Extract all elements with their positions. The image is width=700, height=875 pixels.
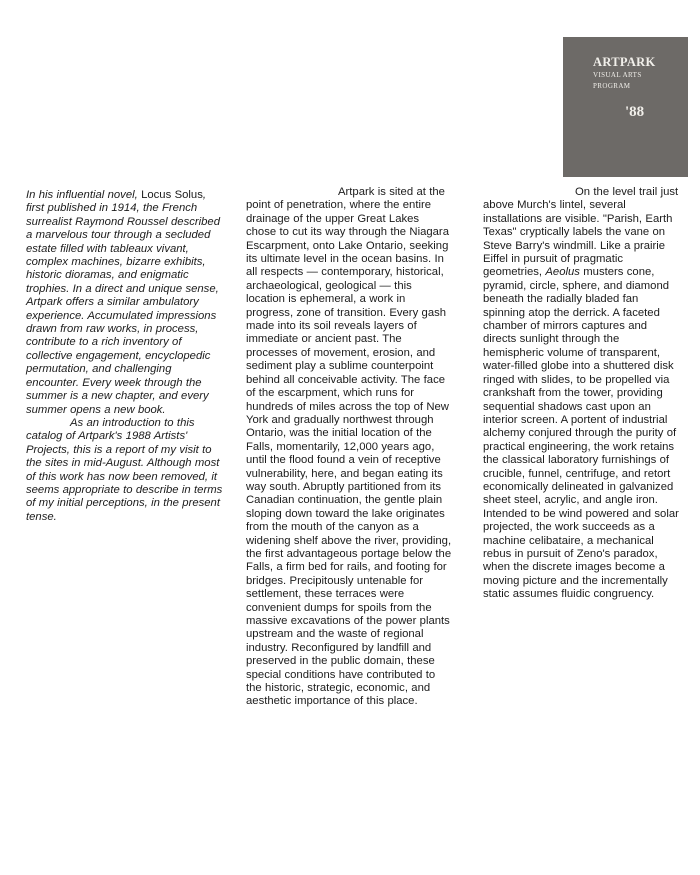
column-installations <box>483 186 681 602</box>
logo-year: '88 <box>625 104 645 120</box>
intro-text-start: In his influential novel, <box>26 189 142 201</box>
artpark-logo <box>563 37 688 177</box>
logo-subtitle-line2: PROGRAM <box>593 82 631 90</box>
installations-text-start: On the level trail just above Murch's lintel, several installations are visible. "Parish, Earth Texas" cryptically labels the vane on Steve Barry's windmill. Like a prairie Eiffel in pursuit of pragmatic geometries, <box>483 186 679 279</box>
logo-title: ARTPARK <box>593 55 656 69</box>
book-title: Locus Solus <box>141 189 203 201</box>
artwork-title: Aeolus <box>545 266 580 279</box>
intro-text-rest: , first published in 1914, the French surrealist Raymond Roussel described a marvelous tour through a secluded estate filled with tableaux vivant, complex machines, bizarre exhibits, historic dioramas, and enigmatic trophies. In a direct and unique sense, Artpark offers a similar ambulatory experience. Accumulated impressions drawn from raw works, in process, contribute to a rich inventory of collective engagement, encyclopedic permutation, and challenging encounter. Every week through the summer is a new chapter, and every summer opens a new book. <box>26 189 220 416</box>
column-introduction <box>26 189 224 524</box>
column-site-description <box>246 186 452 709</box>
intro-paragraph-1 <box>26 189 224 417</box>
intro-paragraph-2: As an introduction to this catalog of Artpark's 1988 Artists' Projects, this is a report of my visit to the sites in mid-August. Although most of this work has now been removed, it seems appropriate to describe in terms of my initial perceptions, in the present tense. <box>26 416 223 523</box>
installations-text-rest: musters cone, pyramid, circle, sphere, and diamond beneath the radially bladed fan spinning atop the derrick. A faceted chamber of mirrors captures and directs sunlight through the hemispheric volume of transparent, water-filled globe into a shuttered disk ringed with slides, to be propelled via crankshaft from the tower, providing sequential shadows cast upon an interior screen. A portent of industrial alchemy conjured through the purity of practical engineering, the work retains the classical laboratory furnishings of crucible, funnel, centrifuge, and retort economically delineated in galvanized sheet steel, acrylic, and angle iron. Intended to be wind powered and solar projected, the work succeeds as a machine celibataire, a mechanical rebus in pursuit of Zeno's paradox, when the discrete images become a moving picture and the incrementally static assumes fluidic congruency. <box>483 266 679 601</box>
logo-subtitle-line1: VISUAL ARTS <box>593 71 642 79</box>
body-paragraph-installations <box>483 186 681 602</box>
body-paragraph-site <box>246 186 452 709</box>
site-text: Artpark is sited at the point of penetration, where the entire drainage of the upper Great Lakes chose to cut its way through the Niagara Escarpment, onto Lake Ontario, seeking its ultimate level in the ocean basins. In all respects — contemporary, historical, archaeological, geological — this location is ephemeral, a work in progress, zone of transition. Every gash made into its soil reveals layers of immediate or ancient past. The processes of movement, erosion, and sediment play a sublime counterpoint behind all conceivable activity. The face of the escarpment, which runs for hundreds of miles across the top of New York and gradually northwest through Ontario, was the initial location of the Falls, momentarily, 12,000 years ago, until the flood found a vein of receptive vulnerability, here, and began eating its way south. Abruptly partitioned from its Canadian continuation, the gentle plain sloping down toward the lake originates from the mouth of the canyon as a widening shelf above the river, providing, the first advantageous portage below the Falls, a firm bed for rails, and footing for bridges. Precipitously untenable for settlement, these terraces were convenient dumps for spoils from the massive excavations of the power plants upstream and the waste of regional industry. Reconfigured by landfill and preserved in the public domain, these special conditions have contributed to the historic, strategic, economic, and aesthetic importance of this place. <box>246 186 452 708</box>
